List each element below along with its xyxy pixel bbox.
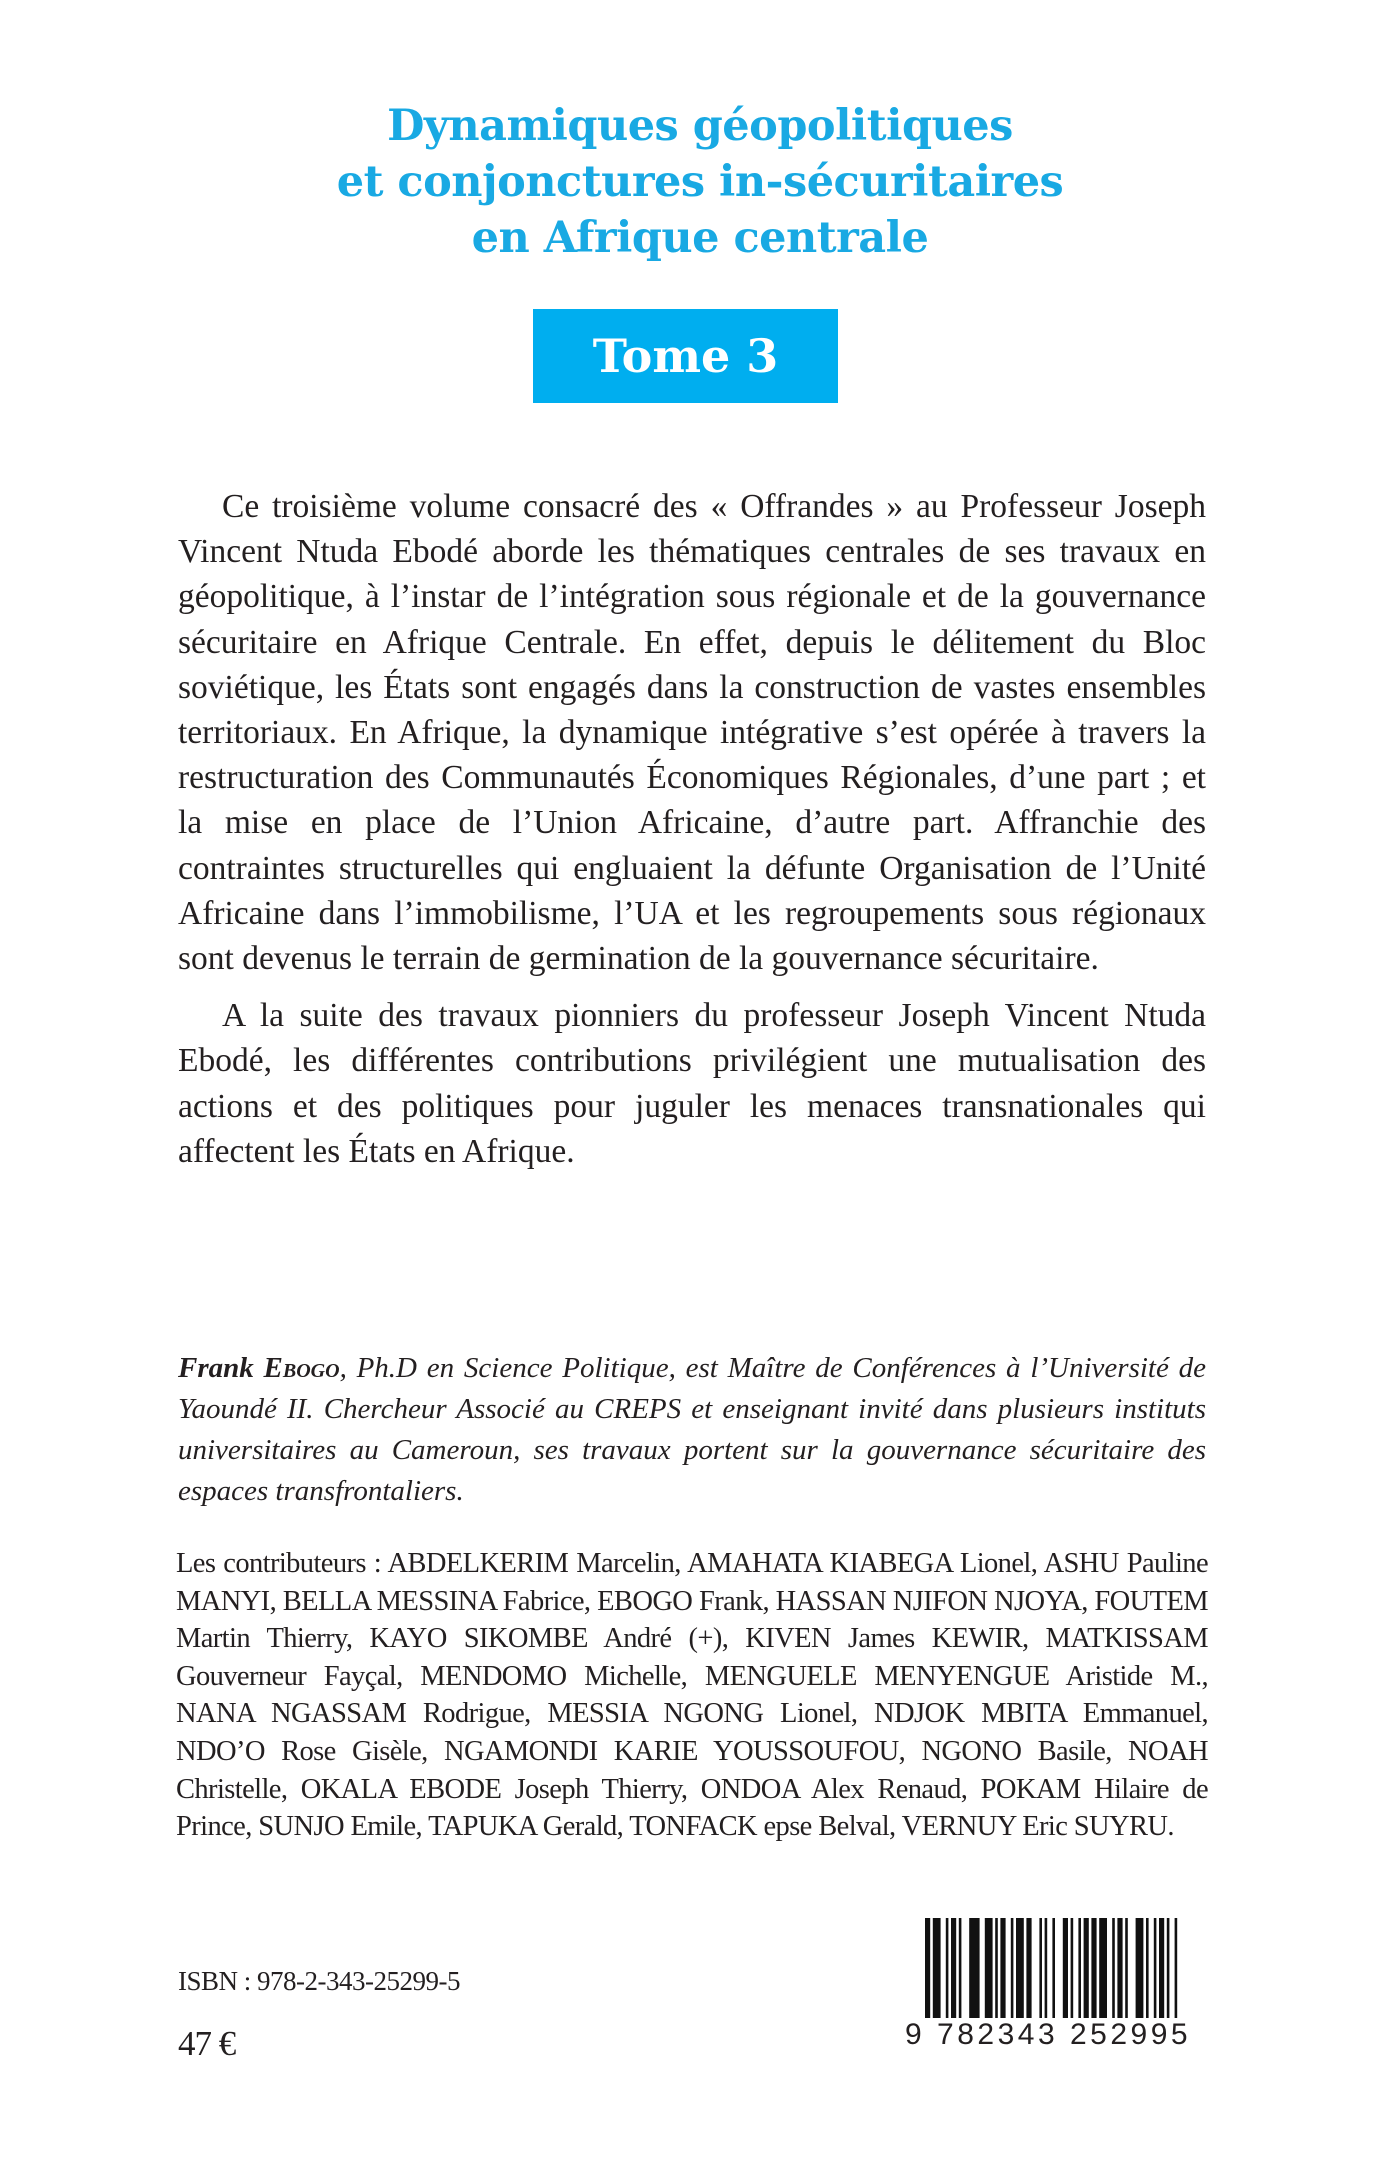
title-line: en Afrique centrale bbox=[471, 213, 929, 263]
barcode-bar bbox=[1167, 1918, 1170, 2018]
title-line: et conjonctures in-sécuritaires bbox=[336, 157, 1064, 207]
author-bio-text: , Ph.D en Science Politique, est Maître de Conférences à l’Université de Yaoundé II. Chercheur Associé au CREPS et enseignant invité dans plusieurs instituts universitaires au Cameroun, ses travaux portent sur la gouvernance sécuritaire des espaces transfrontaliers. bbox=[178, 1352, 1206, 1507]
barcode-bar bbox=[1159, 1918, 1164, 2018]
barcode-bar bbox=[1045, 1918, 1048, 2018]
barcode bbox=[905, 1918, 1205, 2058]
barcode-digits: 9 782343 252995 bbox=[905, 2018, 1192, 2051]
barcode-bar bbox=[1175, 1918, 1178, 2018]
barcode-bar bbox=[925, 1918, 930, 2018]
barcode-bar bbox=[1112, 1918, 1115, 2018]
book-title bbox=[0, 98, 1400, 266]
barcode-bar bbox=[946, 1918, 949, 2018]
volume-badge bbox=[533, 309, 838, 403]
title-line: Dynamiques géopolitiques bbox=[387, 101, 1013, 151]
barcode-bar bbox=[1071, 1918, 1074, 2018]
author-last-name: Ebogo bbox=[263, 1352, 340, 1384]
barcode-bar bbox=[1117, 1918, 1122, 2018]
barcode-bar bbox=[1039, 1918, 1042, 2018]
barcode-bars bbox=[905, 1918, 1205, 2026]
barcode-bar bbox=[1091, 1918, 1096, 2018]
barcode-bar bbox=[1099, 1918, 1107, 2018]
barcode-bar bbox=[1011, 1918, 1014, 2018]
barcode-bar bbox=[995, 1918, 998, 2018]
barcode-bar bbox=[1146, 1918, 1149, 2018]
summary-paragraph: Ce troisième volume consacré des « Offrandes » au Professeur Joseph Vincent Ntuda Ebodé aborde les thématiques centrales de ses travaux en géopolitique, à l’instar de l’intégration sous régionale et de la gouvernance sécuritaire en Afrique Centrale. En effet, depuis le délitement du Bloc soviétique, les États sont engagés dans la construction de vastes ensembles territoriaux. En Afrique, la dynamique intégrative s’est opérée à travers la restructuration des Communautés Économiques Régionales, d’une part ; et la mise en place de l’Union Africaine, d’autre part. Affranchie des contraintes structurelles qui engluaient la défunte Organisation de l’Unité Africaine dans l’immobilisme, l’UA et les regroupements sous régionaux sont devenus le terrain de germination de la gouvernance sécuritaire. bbox=[178, 488, 1206, 978]
barcode-bar bbox=[1000, 1918, 1005, 2018]
barcode-bar bbox=[1026, 1918, 1031, 2018]
barcode-bar bbox=[985, 1918, 993, 2018]
barcode-bar bbox=[1052, 1918, 1055, 2018]
barcode-bar bbox=[1136, 1918, 1144, 2018]
isbn: ISBN : 978-2-343-25299-5 bbox=[178, 1966, 460, 1996]
barcode-bar bbox=[969, 1918, 979, 2018]
barcode-bar bbox=[951, 1918, 956, 2018]
barcode-bar bbox=[959, 1918, 962, 2018]
contributors-list: Les contributeurs : ABDELKERIM Marcelin, AMAHATA KIABEGA Lionel, ASHU Pauline MANYI, BELLA MESSINA Fabrice, EBOGO Frank, HASSAN NJIFON NJOYA, FOUTEM Martin Thierry, KAYO SIKOMBE André (+), KIVEN James KEWIR, MATKISSAM Gouverneur Fayçal, MENDOMO Michelle, MENGUELE MENYENGUE Aristide M., NANA NGASSAM Rodrigue, MESSIA NGONG Lionel, NDJOK MBITA Emmanuel, NDO’O Rose Gisèle, NGAMONDI KARIE YOUSSOUFOU, NGONO Basile, NOAH Christelle, OKALA EBODE Joseph Thierry, ONDOA Alex Renaud, POKAM Hilaire de Prince, SUNJO Emile, TAPUKA Gerald, TONFACK epse Belval, VERNUY Eric SUYRU. bbox=[176, 1548, 1208, 1843]
author-first-name: Frank bbox=[178, 1352, 254, 1384]
summary bbox=[178, 484, 1206, 1186]
barcode-bar bbox=[1016, 1918, 1024, 2018]
summary-paragraph: A la suite des travaux pionniers du professeur Joseph Vincent Ntuda Ebodé, les différentes contributions privilégient une mutualisation des actions et des politiques pour juguler les menaces transnationales qui affectent les États en Afrique. bbox=[178, 997, 1206, 1170]
price: 47 € bbox=[178, 2024, 236, 2063]
barcode-bar bbox=[1078, 1918, 1081, 2018]
barcode-bar bbox=[1084, 1918, 1089, 2018]
barcode-bar bbox=[933, 1918, 941, 2018]
volume-label: Tome 3 bbox=[592, 329, 779, 383]
author-bio bbox=[178, 1348, 1206, 1512]
barcode-bar bbox=[1063, 1918, 1068, 2018]
barcode-bar bbox=[1154, 1918, 1157, 2018]
barcode-bar bbox=[1125, 1918, 1128, 2018]
